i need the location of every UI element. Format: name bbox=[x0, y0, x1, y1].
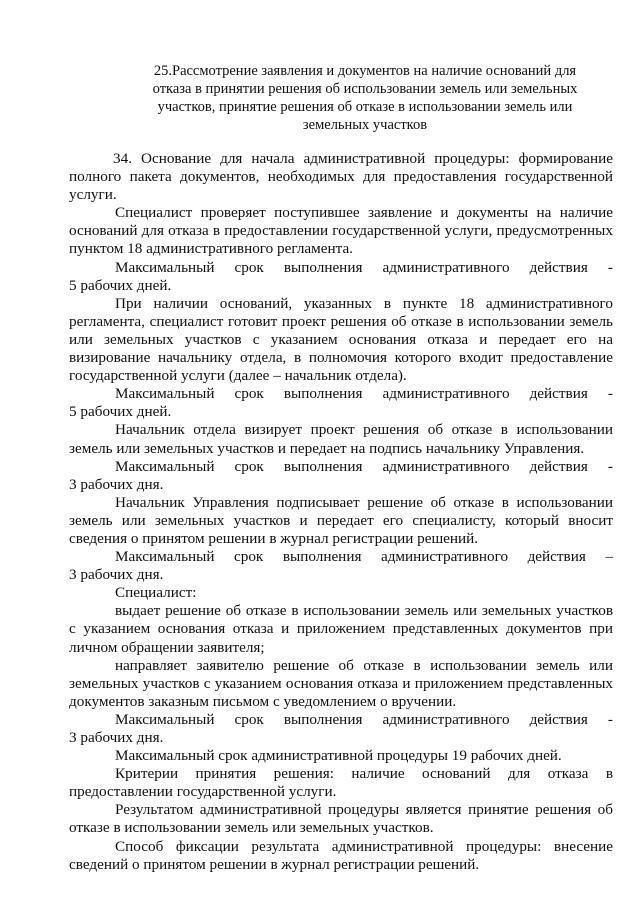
paragraph-specialist-checks: Специалист проверяет поступившее заявление и документы на наличие оснований для отказа в предоставлении государственной услуги, предусмотренных пунктом 18 административного регламента. bbox=[69, 204, 613, 258]
max-term-line: Максимальный срок выполнения административного действия - bbox=[115, 457, 613, 475]
max-term-days: 3 рабочих дня. bbox=[69, 475, 164, 493]
paragraph-result: Результатом административной процедуры является принятие решения об отказе в использовании земель или земельных участков. bbox=[69, 801, 613, 837]
section-heading bbox=[69, 62, 613, 134]
heading-line: отказа в принятии решения об использовании земель или земельных bbox=[152, 81, 578, 97]
heading-line: участков, принятие решения об отказе в использовании земель или bbox=[157, 99, 573, 115]
heading-line: 25.Рассмотрение заявления и документов на наличие оснований для bbox=[153, 63, 577, 79]
paragraph-specialist-label: Специалист: bbox=[115, 584, 197, 602]
document-page bbox=[69, 62, 613, 874]
paragraph-issues: выдает решение об отказе в использовании земель или земельных участков с указанием основания отказа и приложением представленных документов при личном обращении заявителя; bbox=[69, 602, 613, 656]
max-term-days: 3 рабочих дня. bbox=[69, 729, 164, 746]
max-term-line: Максимальный срок выполнения административного действия - bbox=[115, 385, 613, 403]
paragraph-prepare: При наличии оснований, указанных в пункте 18 административного регламента, специалист готовит проект решения об отказе в использовании земель или земельных участков с указанием основания отказа и передает его на визирование начальнику отдела, в полномочия которого входит предоставление государственной услуги (далее – начальник отдела). bbox=[69, 294, 613, 385]
paragraph-fixation: Способ фиксации результата административной процедуры: внесение сведений о принятом решении в журнал регистрации решений. bbox=[69, 837, 613, 873]
max-term-days: 5 рабочих дней. bbox=[69, 276, 172, 294]
max-term-days: 3 рабочих дня. bbox=[69, 566, 164, 584]
paragraph-34: 34. Основание для начала административной процедуры: формирование полного пакета документов, необходимых для предоставления государственной услуги. bbox=[69, 150, 613, 204]
max-term-line: Максимальный срок выполнения административного действия – bbox=[115, 548, 613, 566]
paragraph-max-total: Максимальный срок административной процедуры 19 рабочих дней. bbox=[115, 747, 562, 765]
max-term-days: 5 рабочих дней. bbox=[69, 403, 172, 421]
paragraph-chief-signs: Начальник Управления подписывает решение об отказе в использовании земель или земельных участков и передает его специалисту, который вносит сведения о принятом решении в журнал регистрации решений. bbox=[69, 493, 613, 547]
paragraph-head-visas: Начальник отдела визирует проект решения об отказе в использовании земель или земельных участков и передает на подпись начальнику Управления. bbox=[69, 421, 613, 457]
heading-line: земельных участков bbox=[302, 117, 428, 133]
paragraph-criteria: Критерии принятия решения: наличие оснований для отказа в предоставлении государственной услуги. bbox=[69, 765, 613, 801]
paragraph-sends: направляет заявителю решение об отказе в использовании земель или земельных участков с указанием основания отказа и приложением представленных документов заказным письмом с уведомлением о вручении. bbox=[69, 656, 613, 710]
max-term-line: Максимальный срок выполнения административного действия - bbox=[115, 710, 613, 728]
max-term-line: Максимальный срок выполнения административного действия - bbox=[115, 258, 613, 276]
